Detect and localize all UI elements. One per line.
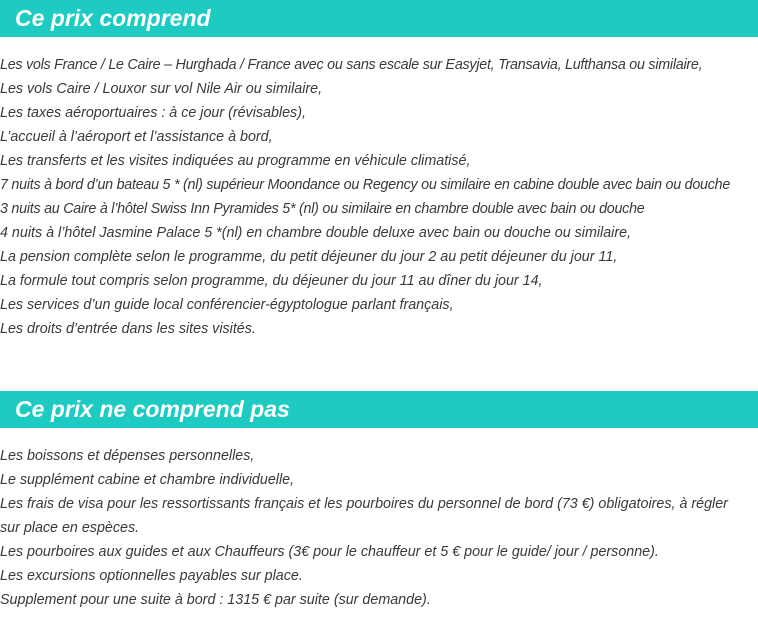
list-item: Les pourboires aux guides et aux Chauffeurs (3€ pour le chauffeur et 5 € pour le guide/ jour / personne). [0,544,659,560]
excluded-items-list [0,444,750,612]
list-item: Les frais de visa pour les ressortissants français et les pourboires du personnel de bord (73 €) obligatoires, à régler sur place en espèces. [0,496,728,536]
list-item: Les taxes aéroportuaires : à ce jour (révisables), [0,105,306,121]
list-item: Les services d’un guide local conférencier-égyptologue parlant français, [0,297,454,313]
list-item: 3 nuits au Caire à l’hôtel Swiss Inn Pyramides 5* (nl) ou similaire en chambre double avec bain ou douche [0,201,645,217]
list-item: Les boissons et dépenses personnelles, [0,448,255,464]
list-item: Les transferts et les visites indiquées au programme en véhicule climatisé, [0,153,471,169]
list-item: La formule tout compris selon programme, du déjeuner du jour 11 au dîner du jour 14, [0,273,543,289]
list-item: Les excursions optionnelles payables sur place. [0,568,303,584]
list-item: Supplement pour une suite à bord : 1315 € par suite (sur demande). [0,592,431,608]
excluded-section-title: Ce prix ne comprend pas [0,391,758,428]
list-item: Les vols France / Le Caire – Hurghada / France avec ou sans escale sur Easyjet, Transavia, Lufthansa ou similaire, [0,57,703,73]
list-item: Les vols Caire / Louxor sur vol Nile Air ou similaire, [0,81,323,97]
included-section-title: Ce prix comprend [0,0,758,37]
list-item: La pension complète selon le programme, du petit déjeuner du jour 2 au petit déjeuner du jour 11, [0,249,618,265]
list-item: Les droits d’entrée dans les sites visités. [0,321,256,337]
list-item: L’accueil à l’aéroport et l’assistance à bord, [0,129,273,145]
included-items-list [0,53,750,341]
list-item: 4 nuits à l’hôtel Jasmine Palace 5 *(nl) en chambre double deluxe avec bain ou douche ou similaire, [0,225,632,241]
list-item: 7 nuits à bord d’un bateau 5 * (nl) supérieur Moondance ou Regency ou similaire en cabine double avec bain ou douche [0,177,731,193]
list-item: Le supplément cabine et chambre individuelle, [0,472,295,488]
